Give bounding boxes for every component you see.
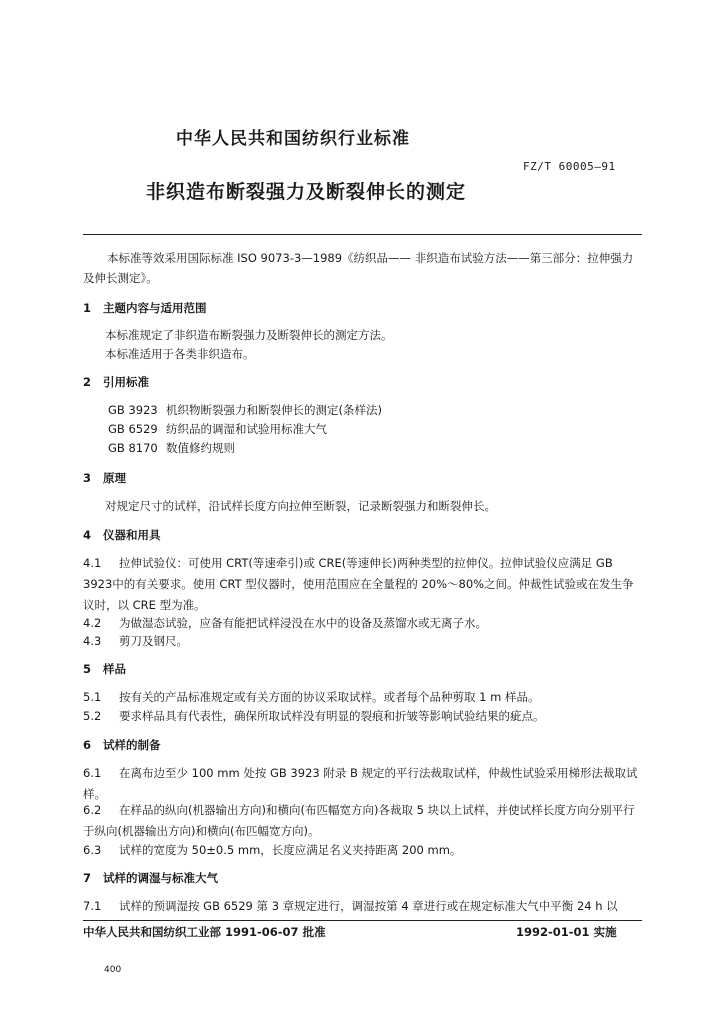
clause-number: 4.2 [83,616,102,630]
reference-code: GB 3923 [108,403,158,417]
section-number: 5 [83,662,92,676]
footer-divider [83,920,642,921]
clause-number: 4.1 [83,556,102,570]
section-4-heading [83,527,161,543]
section-6-heading [83,737,161,753]
section-7-heading [83,870,218,886]
clause-item [83,553,643,616]
reference-item [108,421,327,437]
reference-code: GB 6529 [108,422,158,436]
section-number: 2 [83,375,92,389]
clause-text: 在离布边至少 100 mm 处按 GB 3923 附录 B 规定的平行法裁取试样，仲裁性试验采用梯形法裁取试样。 [83,766,638,801]
clause-text: 为做湿态试验，应备有能把试样浸没在水中的设备及蒸馏水或无离子水。 [119,616,487,630]
reference-item [108,402,382,418]
section-title: 样品 [103,662,126,676]
approval-statement: 中华人民共和国纺织工业部 1991-06-07 批准 [83,925,326,939]
clause-item [83,896,643,917]
reference-item [108,440,235,456]
section-number: 1 [83,301,92,315]
clause-number: 5.2 [83,709,102,723]
section-3-heading [83,470,126,486]
header-divider [83,234,642,235]
section-number: 7 [83,871,92,885]
clause-text: 拉伸试验仪：可使用 CRT(等速牵引)或 CRE(等速伸长)两种类型的拉伸仪。拉伸试验仪应满足 GB 3923中的有关要求。使用 CRT 型仪器时，使用范围应在全量程的 20%～80%之间。仲裁性试验或在发生争议时，以 CRE 型为准。 [83,556,634,612]
section-title: 试样的制备 [103,738,161,752]
clause-number: 6.1 [83,766,102,780]
document-title: 非织造布断裂强力及断裂伸长的测定 [146,181,467,203]
reference-title: 机织物断裂强力和断裂伸长的测定(条样法) [166,403,382,417]
section-1-line-1: 本标准规定了非织造布断裂强力及断裂伸长的测定方法。 [105,328,393,342]
section-1-line-2: 本标准适用于各类非织造布。 [105,347,255,361]
clause-item [83,800,643,842]
issuing-organization: 中华人民共和国纺织行业标准 [176,129,410,149]
intro-paragraph: 本标准等效采用国际标准 ISO 9073-3—1989《纺织品—— 非织造布试验方法——第三部分：拉伸强力及伸长测定》。 [83,251,634,285]
section-title: 主题内容与适用范围 [103,301,207,315]
section-title: 试样的调湿与标准大气 [103,871,218,885]
clause-number: 5.1 [83,690,102,704]
clause-text: 按有关的产品标准规定或有关方面的协议采取试样。或者每个品种剪取 1 m 样品。 [119,690,540,704]
reference-title: 数值修约规则 [166,441,235,455]
standard-code: FZ/T 60005—91 [523,160,616,173]
section-number: 6 [83,738,92,752]
clause-number: 6.2 [83,803,102,817]
reference-title: 纺织品的调湿和试验用标准大气 [166,422,327,436]
clause-text: 试样的宽度为 50±0.5 mm，长度应满足名义夹持距离 200 mm。 [119,843,462,857]
section-number: 3 [83,471,92,485]
effective-date: 1992-01-01 实施 [516,925,617,939]
section-1-heading [83,300,207,316]
clause-text: 在样品的纵向(机器输出方向)和横向(布匹幅宽方向)各裁取 5 块以上试样，并使试样长度方向分别平行于纵向(机器输出方向)和横向(布匹幅宽方向)。 [83,803,635,838]
clause-text: 试样的预调湿按 GB 6529 第 3 章规定进行，调湿按第 4 章进行或在规定标准大气中平衡 24 h 以 [119,899,618,913]
clause-number: 4.3 [83,634,102,648]
section-title: 仪器和用具 [103,528,161,542]
clause-item [83,840,643,861]
section-2-heading [83,374,149,390]
page-number: 400 [104,965,122,975]
section-title: 引用标准 [103,375,149,389]
section-5-heading [83,661,126,677]
clause-text: 剪刀及钢尺。 [119,634,188,648]
reference-code: GB 8170 [108,441,158,455]
clause-item [83,706,643,727]
section-number: 4 [83,528,92,542]
section-3-text: 对规定尺寸的试样，沿试样长度方向拉伸至断裂，记录断裂强力和断裂伸长。 [105,499,496,513]
clause-number: 7.1 [83,899,102,913]
section-title: 原理 [103,471,126,485]
clause-number: 6.3 [83,843,102,857]
clause-item [83,631,643,652]
clause-item [83,763,643,805]
clause-item [83,687,643,708]
clause-text: 要求样品具有代表性，确保所取试样没有明显的裂痕和折皱等影响试验结果的疵点。 [119,709,545,723]
